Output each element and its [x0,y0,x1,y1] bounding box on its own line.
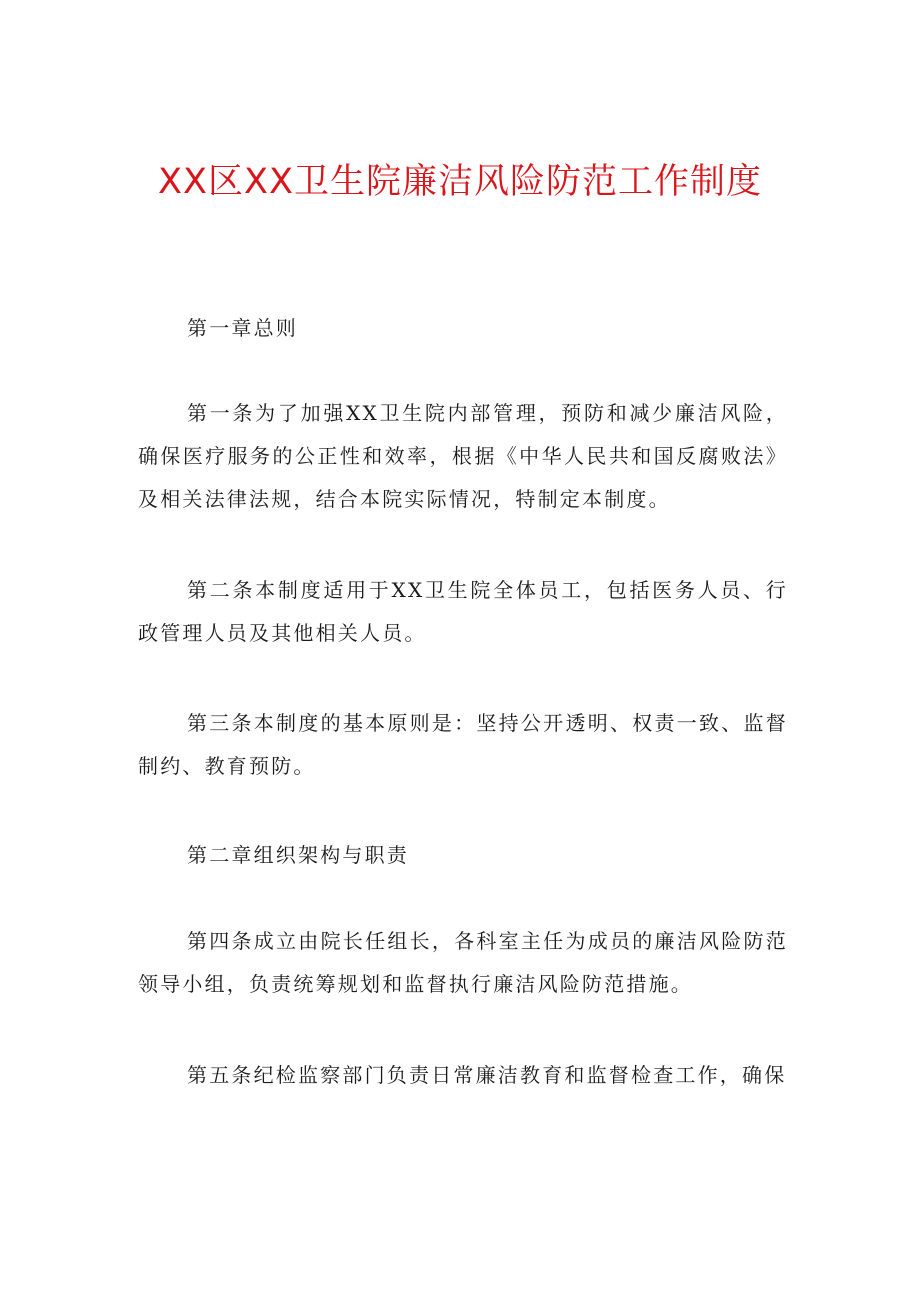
article-1-paragraph: 第一条为了加强XX卫生院内部管理，预防和减少廉洁风险，确保医疗服务的公正性和效率，根据《中华人民共和国反腐败法》及相关法律法规，结合本院实际情况，特制定本制度。 [138,401,788,511]
article-5-paragraph: 第五条纪检监察部门负责日常廉洁教育和监督检查工作，确保 [187,1063,787,1087]
article-3-paragraph: 第三条本制度的基本原则是：坚持公开透明、权责一致、监督制约、教育预防。 [138,711,788,778]
article-2-paragraph: 第二条本制度适用于XX卫生院全体员工，包括医务人员、行政管理人员及其他相关人员。 [138,578,788,645]
chapter-heading-general: 第一章总则 [187,316,298,340]
article-4-paragraph: 第四条成立由院长任组长，各科室主任为成员的廉洁风险防范领导小组，负责统筹规划和监督执行廉洁风险防范措施。 [138,929,788,996]
document-title: XX区XX卫生院廉洁风险防范工作制度 [158,162,762,202]
chapter-heading-organization: 第二章组织架构与职责 [187,843,409,867]
